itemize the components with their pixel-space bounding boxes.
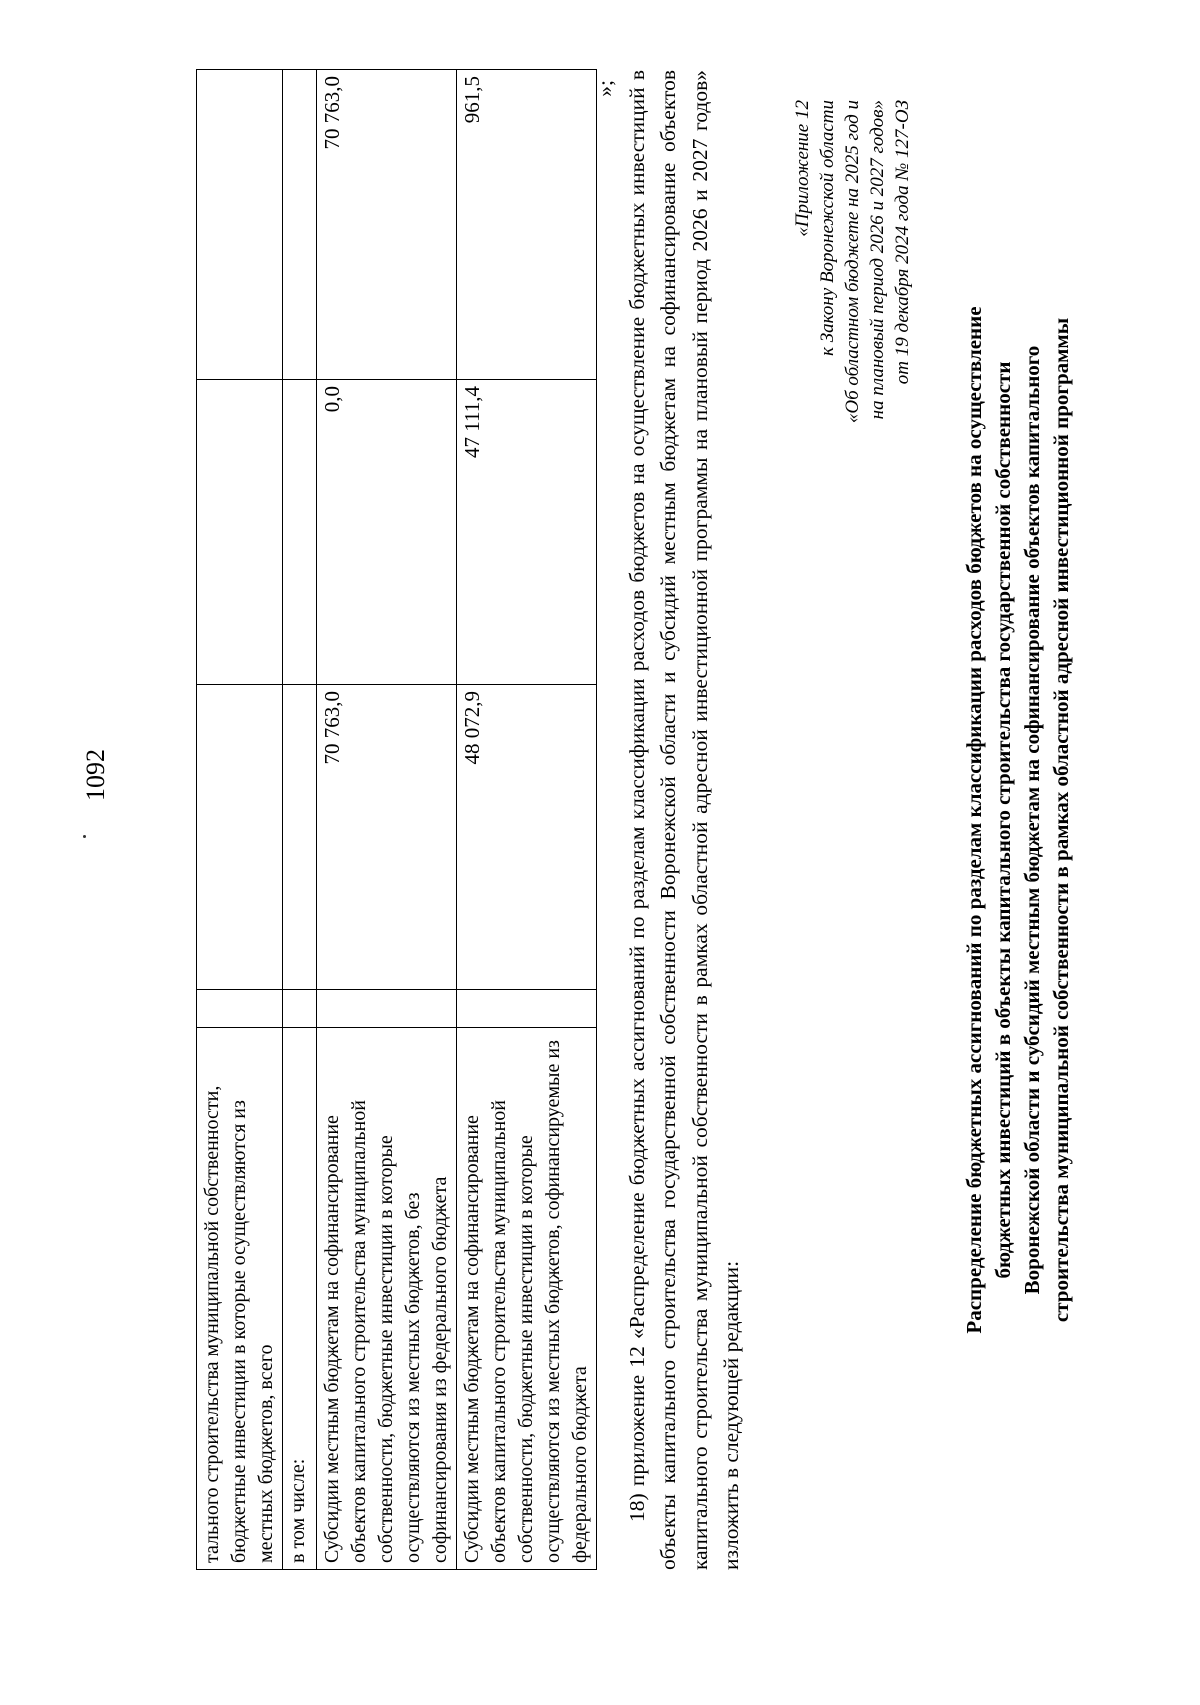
paragraph-18: 18) приложение 12 «Распределение бюджетных ассигнований по разделам классификации расходов бюджетов на осуществление бюджетных инвестиций в объекты капитального строительства государственной собственности Воронежской области и субсидий местным бюджетам на софинансирование объектов капитального строительства муниципальной собственности в рамках областной адресной инвестиционной программы на плановый период 2026 и 2027 годов» изложить в следующей редакции: bbox=[624, 70, 743, 1570]
row-value bbox=[317, 990, 457, 1028]
row-value: 70 763,0 bbox=[317, 685, 457, 990]
table-row bbox=[317, 70, 457, 1570]
document-title bbox=[960, 130, 1076, 1510]
table-row bbox=[283, 70, 317, 1570]
row-value bbox=[197, 380, 283, 685]
closing-mark: »; bbox=[593, 80, 617, 97]
row-value: 961,5 bbox=[457, 70, 597, 380]
appendix-line: «Об областном бюджете на 2025 год и bbox=[842, 100, 863, 424]
row-label: тального строительства муниципальной собственности, бюджетные инвестиции в которые осуществляются из местных бюджетов, всего bbox=[197, 1028, 283, 1570]
row-value bbox=[197, 990, 283, 1028]
title-line: Распределение бюджетных ассигнований по разделам классификации расходов бюджетов на осуществление bbox=[962, 306, 986, 1334]
row-value bbox=[283, 685, 317, 990]
budget-table bbox=[196, 69, 597, 1570]
row-value bbox=[283, 990, 317, 1028]
body-text bbox=[590, 70, 748, 1570]
rotated-sheet bbox=[0, 70, 1080, 1570]
row-value: 70 763,0 bbox=[317, 70, 457, 380]
row-value: 48 072,9 bbox=[457, 685, 597, 990]
table-row bbox=[457, 70, 597, 1570]
row-value bbox=[283, 380, 317, 685]
row-label: Субсидии местным бюджетам на софинансирование объектов капитального строительства муниципальной собственности, бюджетные инвестиции в которые осуществляются из местных бюджетов, софинансируемые из федерального бюджета bbox=[457, 1028, 597, 1570]
title-line: строительства муниципальной собственности в рамках областной адресной инвестиционной программы bbox=[1049, 317, 1073, 1323]
appendix-header bbox=[790, 100, 915, 820]
row-label: Субсидии местным бюджетам на софинансирование объектов капитального строительства муниципальной собственности, бюджетные инвестиции в которые осуществляются из местных бюджетов, без софинансирования из федерального бюджета bbox=[317, 1028, 457, 1570]
row-value: 0,0 bbox=[317, 380, 457, 685]
appendix-line: «Приложение 12 bbox=[792, 100, 813, 237]
page-number: 1092 bbox=[81, 749, 110, 801]
row-value bbox=[197, 70, 283, 380]
row-value: 47 111,4 bbox=[457, 380, 597, 685]
row-value bbox=[283, 70, 317, 380]
table-row bbox=[197, 70, 283, 1570]
row-value bbox=[197, 685, 283, 990]
appendix-line: от 19 декабря 2024 года № 127-ОЗ bbox=[892, 100, 913, 385]
row-label: в том числе: bbox=[283, 1028, 317, 1570]
title-line: бюджетных инвестиций в объекты капитального строительства государственной собственности bbox=[991, 361, 1015, 1279]
appendix-line: к Закону Воронежской области bbox=[817, 100, 838, 356]
appendix-line: на плановый период 2026 и 2027 годов» bbox=[867, 100, 888, 420]
row-value bbox=[457, 990, 597, 1028]
title-line: Воронежской области и субсидий местным бюджетам на софинансирование объектов капитального bbox=[1020, 345, 1044, 1295]
